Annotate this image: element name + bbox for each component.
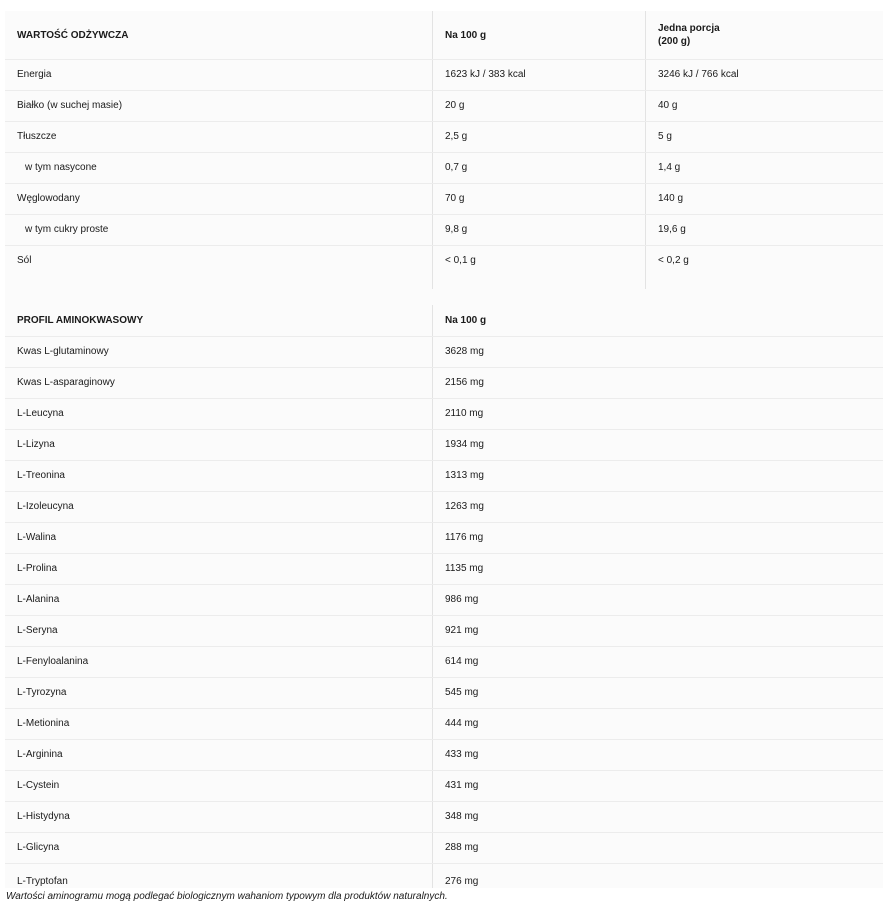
row-per100: 348 mg (445, 811, 479, 822)
row-name: L-Izoleucyna (17, 501, 74, 512)
amino-row (5, 429, 883, 460)
row-name: L-Alanina (17, 594, 60, 605)
row-name: L-Treonina (17, 470, 65, 481)
nutrition-row-saturated (5, 152, 883, 183)
amino-row (5, 522, 883, 553)
row-name: L-Prolina (17, 563, 58, 574)
nutrition-row-sugars (5, 214, 883, 245)
amino-row (5, 336, 883, 367)
row-portion: 3246 kJ / 766 kcal (658, 69, 739, 80)
row-per100: 2110 mg (445, 408, 484, 419)
row-portion: < 0,2 g (658, 255, 689, 266)
row-per100: 2156 mg (445, 377, 484, 388)
amino-row (5, 801, 883, 832)
row-name: w tym nasycone (25, 162, 97, 173)
row-name: Kwas L-asparaginowy (17, 377, 115, 388)
row-per100: 921 mg (445, 625, 479, 636)
amino-row (5, 584, 883, 615)
row-name: L-Arginina (17, 749, 63, 760)
row-per100: 20 g (445, 100, 465, 111)
amino-row (5, 398, 883, 429)
row-per100: 1934 mg (445, 439, 484, 450)
nutrition-table (5, 11, 883, 289)
row-name: L-Histydyna (17, 811, 70, 822)
nutrition-panel (5, 11, 883, 888)
row-portion: 5 g (658, 131, 672, 142)
row-name: L-Leucyna (17, 408, 64, 419)
row-name: Węglowodany (17, 193, 80, 204)
row-per100: 70 g (445, 193, 465, 204)
amino-row (5, 460, 883, 491)
row-per100: 1313 mg (445, 470, 484, 481)
row-name: L-Fenyloalanina (17, 656, 89, 667)
nutrition-header-name: WARTOŚĆ ODŻYWCZA (17, 29, 129, 41)
row-name: w tym cukry proste (25, 224, 109, 235)
nutrition-row-protein (5, 90, 883, 121)
row-portion: 1,4 g (658, 162, 681, 173)
row-per100: 0,7 g (445, 162, 468, 173)
portion-label-line1: Jedna porcja (658, 23, 720, 34)
amino-row (5, 770, 883, 801)
row-name: Tłuszcze (17, 131, 57, 142)
row-per100: 2,5 g (445, 131, 468, 142)
row-name: L-Walina (17, 532, 57, 543)
amino-row (5, 708, 883, 739)
row-per100: 276 mg (445, 876, 479, 887)
portion-label-line2: (200 g) (658, 36, 691, 47)
amino-row (5, 832, 883, 863)
amino-row (5, 677, 883, 708)
row-per100: 9,8 g (445, 224, 468, 235)
amino-row (5, 491, 883, 522)
row-per100: 1623 kJ / 383 kcal (445, 69, 526, 80)
amino-row (5, 863, 883, 888)
row-portion: 19,6 g (658, 224, 686, 235)
row-name: L-Tyrozyna (17, 687, 67, 698)
amino-row (5, 646, 883, 677)
nutrition-header-per100: Na 100 g (445, 29, 487, 41)
amino-row (5, 553, 883, 584)
row-name: L-Glicyna (17, 842, 60, 853)
row-per100: 986 mg (445, 594, 479, 605)
nutrition-row-salt (5, 245, 883, 276)
amino-header-per100: Na 100 g (445, 315, 487, 326)
row-name: L-Seryna (17, 625, 58, 636)
amino-row (5, 367, 883, 398)
row-per100: 431 mg (445, 780, 479, 791)
amino-row (5, 739, 883, 770)
row-per100: 614 mg (445, 656, 479, 667)
row-name: Energia (17, 69, 52, 80)
row-name: Kwas L-glutaminowy (17, 346, 109, 357)
nutrition-header-row (5, 11, 883, 59)
row-name: L-Cystein (17, 780, 60, 791)
row-per100: < 0,1 g (445, 255, 476, 266)
footnote: Wartości aminogramu mogą podlegać biologicznym wahaniom typowym dla produktów naturalnych. (6, 891, 448, 902)
nutrition-header-portion (658, 11, 838, 59)
amino-row (5, 615, 883, 646)
row-name: L-Lizyna (17, 439, 55, 450)
row-portion: 140 g (658, 193, 684, 204)
row-per100: 3628 mg (445, 346, 484, 357)
amino-header-row (5, 305, 883, 336)
nutrition-row-carbs (5, 183, 883, 214)
amino-header-name: PROFIL AMINOKWASOWY (17, 315, 144, 326)
row-portion: 40 g (658, 100, 678, 111)
nutrition-row-fat (5, 121, 883, 152)
row-per100: 1135 mg (445, 563, 484, 574)
row-per100: 545 mg (445, 687, 479, 698)
row-name: Sól (17, 255, 32, 266)
row-name: L-Metionina (17, 718, 70, 729)
row-per100: 433 mg (445, 749, 479, 760)
row-per100: 1176 mg (445, 532, 484, 543)
row-per100: 1263 mg (445, 501, 484, 512)
row-per100: 444 mg (445, 718, 479, 729)
row-per100: 288 mg (445, 842, 479, 853)
amino-table (5, 305, 883, 888)
row-name: Białko (w suchej masie) (17, 100, 123, 111)
nutrition-row-energy (5, 59, 883, 90)
row-name: L-Tryptofan (17, 876, 68, 887)
